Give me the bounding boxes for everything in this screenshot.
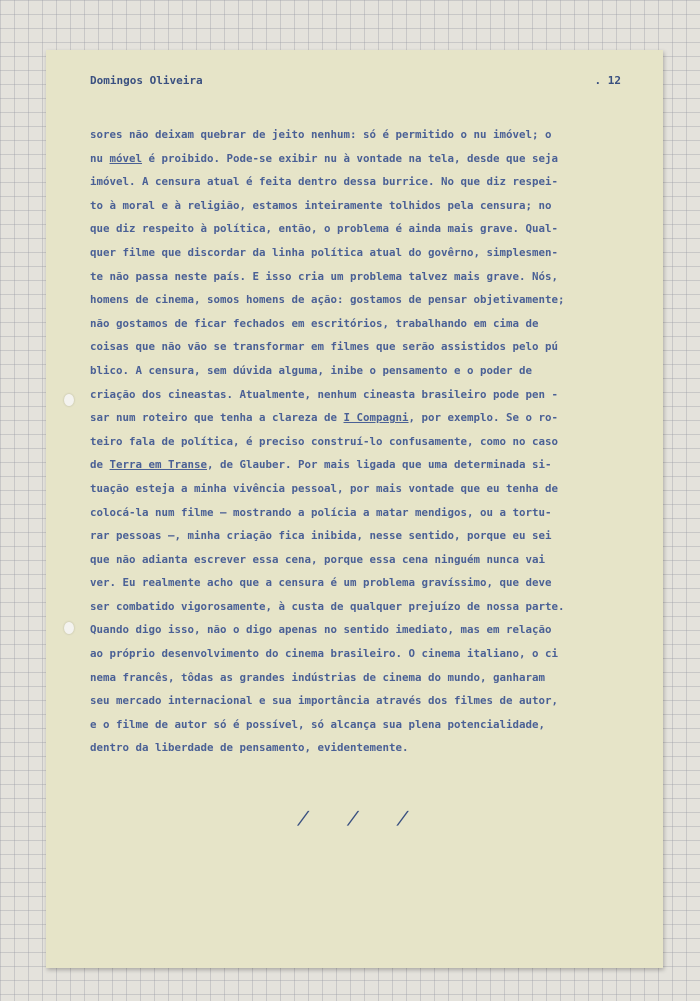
typed-page <box>46 50 663 968</box>
text-line <box>90 241 630 265</box>
text-line <box>90 501 630 525</box>
text-segment: , por exemplo. Se o ro- <box>408 411 559 425</box>
text-segment: ver. Eu realmente acho que a censura é um problema gravíssimo, que deve <box>90 576 552 590</box>
text-line <box>90 524 630 548</box>
text-segment: que diz respeito à política, então, o problema é ainda mais grave. Qual- <box>90 222 559 236</box>
text-segment: to à moral e à religião, estamos inteiramente tolhidos pela censura; no <box>90 198 552 212</box>
text-segment: nema francês, tôdas as grandes indústrias de cinema do mundo, ganharam <box>90 670 546 684</box>
text-segment: quer filme que discordar da linha política atual do govêrno, simplesmen- <box>90 245 559 259</box>
text-segment: tuação esteja a minha vivência pessoal, por mais vontade que eu tenha de <box>90 481 559 495</box>
text-segment: blico. A censura, sem dúvida alguma, inibe o pensamento e o poder de <box>90 363 533 377</box>
text-line <box>90 147 630 171</box>
text-line <box>90 406 630 430</box>
text-segment: é proibido. Pode-se exibir nu à vontade na tela, desde que seja <box>142 151 559 165</box>
text-line <box>90 383 630 407</box>
underlined-title: I Compagni <box>343 411 409 425</box>
text-line <box>90 312 630 336</box>
text-line <box>90 713 630 737</box>
text-segment: e o filme de autor só é possível, só alcança sua plena potencialidade, <box>90 717 546 731</box>
text-segment: nu <box>90 151 110 165</box>
text-line <box>90 689 630 713</box>
text-segment: imóvel. A censura atual é feita dentro dessa burrice. No que diz respei- <box>90 175 559 189</box>
text-line <box>90 642 630 666</box>
text-segment: criação dos cineastas. Atualmente, nenhum cineasta brasileiro pode pen - <box>90 387 559 401</box>
text-line <box>90 170 630 194</box>
text-segment: ser combatido vigorosamente, à custa de qualquer prejuízo de nossa parte. <box>90 599 565 613</box>
page-header <box>90 74 621 87</box>
text-segment: coisas que não vão se transformar em filmes que serão assistidos pelo pú <box>90 340 559 354</box>
text-line <box>90 571 630 595</box>
punch-hole <box>64 622 74 634</box>
page-number: . 12 <box>594 74 621 87</box>
text-segment: dentro da liberdade de pensamento, evidentemente. <box>90 741 409 755</box>
text-segment: não gostamos de ficar fechados em escritórios, trabalhando em cima de <box>90 316 539 330</box>
text-line <box>90 265 630 289</box>
text-line <box>90 666 630 690</box>
punch-hole <box>64 394 74 406</box>
text-segment: te não passa neste país. E isso cria um problema talvez mais grave. Nós, <box>90 269 559 283</box>
text-line <box>90 288 630 312</box>
text-segment: que não adianta escrever essa cena, porque essa cena ninguém nunca vai <box>90 552 546 566</box>
body-text <box>90 123 630 760</box>
text-line <box>90 618 630 642</box>
end-mark: / / / <box>295 808 426 829</box>
text-segment: teiro fala de política, é preciso construí-lo confusamente, como no caso <box>90 434 559 448</box>
text-line <box>90 477 630 501</box>
text-segment: rar pessoas —, minha criação fica inibida, nesse sentido, porque eu sei <box>90 529 552 543</box>
text-line <box>90 194 630 218</box>
text-line <box>90 430 630 454</box>
author-name: Domingos Oliveira <box>90 74 203 87</box>
text-line <box>90 123 630 147</box>
text-segment: sores não deixam quebrar de jeito nenhum: só é permitido o nu imóvel; o <box>90 128 552 141</box>
text-segment: de <box>90 458 110 472</box>
text-segment: , de Glauber. Por mais ligada que uma determinada si- <box>207 458 552 472</box>
text-segment: sar num roteiro que tenha a clareza de <box>90 411 344 425</box>
underlined-title: móvel <box>109 151 143 165</box>
underlined-title: Terra em Transe <box>109 458 208 472</box>
text-segment: homens de cinema, somos homens de ação: gostamos de pensar objetivamente; <box>90 293 565 307</box>
text-line <box>90 548 630 572</box>
text-segment: ao próprio desenvolvimento do cinema brasileiro. O cinema italiano, o ci <box>90 647 559 661</box>
text-line <box>90 453 630 477</box>
text-segment: seu mercado internacional e sua importância através dos filmes de autor, <box>90 694 559 708</box>
text-line <box>90 335 630 359</box>
text-segment: colocá-la num filme — mostrando a polícia a matar mendigos, ou a tortu- <box>90 505 552 519</box>
text-line <box>90 736 630 760</box>
text-line <box>90 359 630 383</box>
text-segment: Quando digo isso, não o digo apenas no sentido imediato, mas em relação <box>90 623 552 637</box>
text-line <box>90 217 630 241</box>
text-line <box>90 595 630 619</box>
